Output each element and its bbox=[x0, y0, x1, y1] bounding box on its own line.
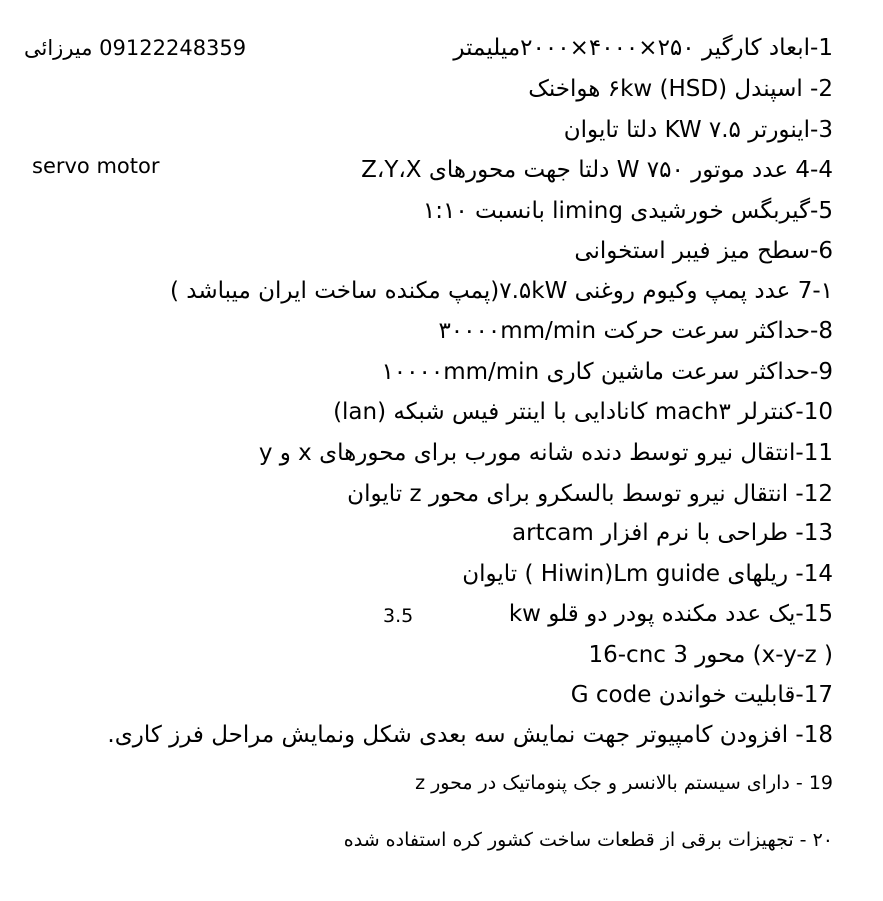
spec-line-8: 8-حداکثر سرعت حرکت ۳۰۰۰۰mm/min bbox=[438, 318, 833, 344]
spec-line-16: 16-cnc 3 محور (x-y-z ) bbox=[588, 642, 833, 668]
spec-line-7: 7-۱ عدد پمپ وکیوم روغنی ۷.۵kW(پمپ مکنده ساخت ایران میباشد ) bbox=[169, 278, 833, 304]
spec-line-12: 12- انتقال نیرو توسط بالسکرو برای محور z تایوان bbox=[347, 481, 833, 507]
spec-line-3: 3-اینورتر KW ۷.۵ دلتا تایوان bbox=[563, 117, 833, 143]
extractor-kw-value: 3.5 bbox=[383, 605, 414, 627]
spec-line-18: 18- افزودن کامپیوتر جهت نمایش سه بعدی شکل ونمایش مراحل فرز کاری. bbox=[107, 722, 833, 748]
spec-line-20: ۲۰ - تجهیزات برقی از قطعات ساخت کشور کره استفاده شده bbox=[343, 829, 833, 851]
spec-line-13: 13- طراحی با نرم افزار artcam bbox=[512, 520, 833, 546]
spec-line-17: 17-قابلیت خواندن G code bbox=[570, 682, 833, 708]
spec-line-4: 4-4 عدد موتور W ۷۵۰ دلتا جهت محورهای Z،Y،X bbox=[361, 157, 833, 183]
spec-line-11: 11-انتقال نیرو توسط دنده شانه مورب برای محورهای x و y bbox=[258, 440, 833, 466]
spec-line-5: 5-گیربگس خورشیدی liming بانسبت ۱:۱۰ bbox=[422, 198, 833, 224]
spec-line-19: 19 - دارای سیستم بالانسر و جک پنوماتیک در محور z bbox=[415, 772, 833, 794]
spec-line-14: 14- ریلهای Hiwin)Lm guide ) تایوان bbox=[462, 561, 833, 587]
spec-line-9: 9-حداکثر سرعت ماشین کاری ۱۰۰۰۰mm/min bbox=[381, 359, 833, 385]
contact-info: 09122248359 میرزائی bbox=[24, 36, 247, 60]
spec-line-1: 1-ابعاد کارگیر ۲۵۰×۴۰۰۰×۲۰۰۰میلیمتر bbox=[453, 35, 833, 61]
spec-line-10: 10-کنترلر mach۳ کانادایی با اینتر فیس شبکه (lan) bbox=[333, 399, 833, 425]
servo-motor-note: servo motor bbox=[32, 154, 160, 178]
spec-line-6: 6-سطح میز فیبر استخوانی bbox=[574, 238, 833, 264]
spec-line-15: 15-یک عدد مکنده پودر دو قلو kw bbox=[508, 601, 833, 627]
spec-line-2: 2- اسپندل (HSD) ۶kw هواخنک bbox=[528, 76, 833, 102]
